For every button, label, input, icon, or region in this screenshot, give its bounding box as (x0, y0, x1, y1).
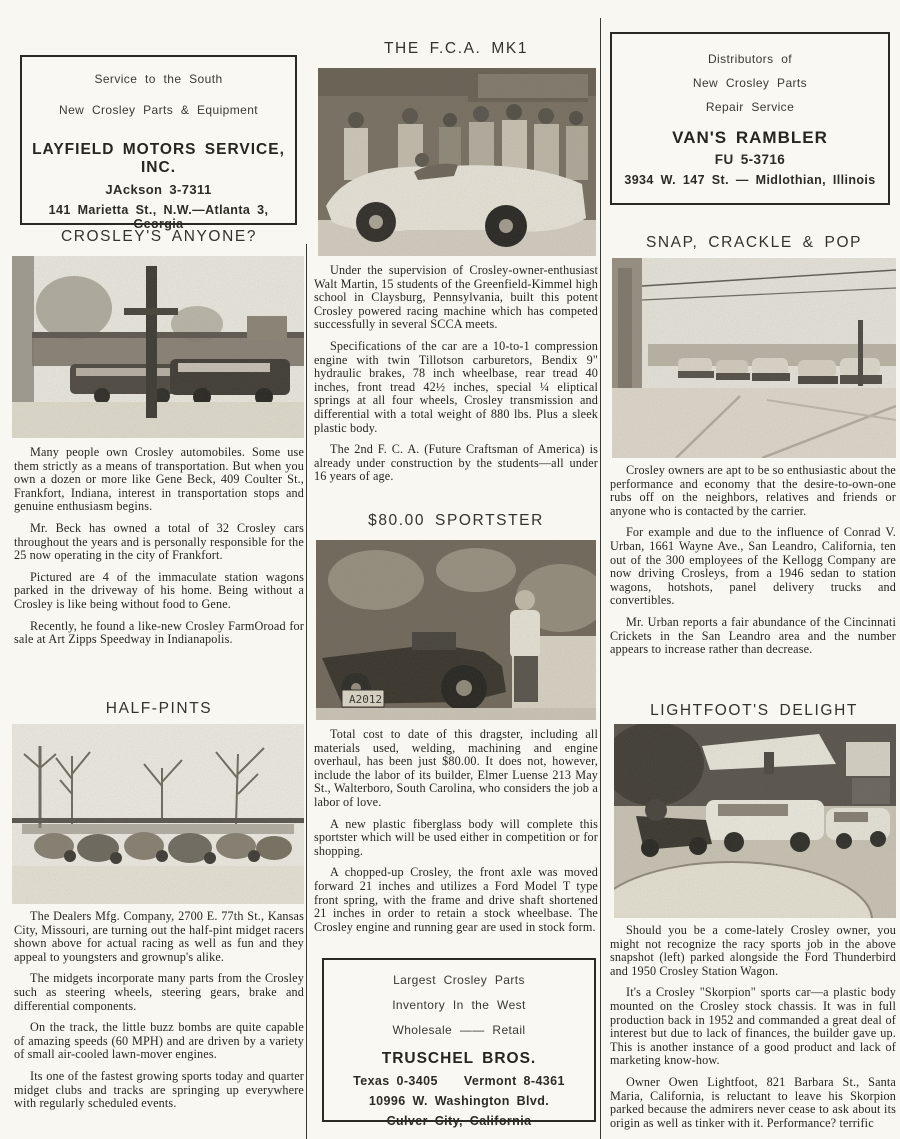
paragraph: Under the supervision of Crosley-owner-enthusiast Walt Martin, 15 students of the Greenfield-Kimmel high school in Claysburg, Pennsylvania, built this potent Crosley powered racing machine which has competed successfully in several SCCA meets. (314, 263, 598, 332)
paragraph: A new plastic fiberglass body will complete this sportster which will be used either in competition or for shopping. (314, 816, 598, 858)
ad-line: Wholesale —— Retail (392, 1023, 526, 1037)
advertiser-name: VAN'S RAMBLER (672, 128, 828, 147)
snap-crackle-headline: SNAP, CRACKLE & POP (645, 234, 863, 251)
paragraph: Crosley owners are apt to be so enthusiastic about the performance and economy that the desire-to-own-one rubs off on the neighbors, relatives and friends or anyone who is contacted by the carrier. (610, 463, 896, 518)
half-pints-headline: HALF-PINTS (105, 700, 213, 717)
paragraph: Owner Owen Lightfoot, 821 Barbara St., Santa Maria, California, is reluctant to leave his Skorpion parked because the admirers never cease to ask about its origin as well as tinker with it. Performance? terrific (610, 1074, 896, 1130)
ad-line: Distributors of (707, 52, 793, 66)
paragraph: Its one of the fastest growing sports today and quarter midget clubs and tracks are springing up everywhere with regularly scheduled events. (14, 1068, 304, 1111)
paragraph: It's a Crosley "Skorpion" sports car—a plastic body mounted on the Crosley stock chassis. It was in full production back in 1952 and commanded a great deal of interest but due to lack of finances, the builder gave up. This is another instance of a good product and lack of marketing know-how. (610, 985, 896, 1068)
ad-line: Largest Crosley Parts (393, 973, 525, 987)
snap-crackle-photo (612, 258, 896, 458)
snap-crackle-article (610, 464, 896, 665)
ad-address: 3934 W. 147 St. — Midlothian, Illinois (624, 173, 876, 187)
advertiser-name: LAYFIELD MOTORS SERVICE, INC. (32, 141, 285, 176)
paragraph: Should you be a come-lately Crosley owner, you might not recognize the racy sports job in the above snapshot (left) parked alongside the Ford Thunderbird and 1950 Crosley Station Wagon. (610, 923, 896, 978)
vans-rambler-ad (610, 32, 890, 205)
crosleys-anyone-headline: CROSLEY'S ANYONE? (60, 228, 258, 245)
fca-photo (318, 68, 596, 256)
ad-phone: Vermont 8-4361 (463, 1074, 565, 1088)
ad-address: Culver City, California (386, 1114, 532, 1128)
ad-line: Repair Service (705, 100, 795, 114)
sportster-headline: $80.00 SPORTSTER (368, 512, 544, 529)
lightfoot-article (610, 924, 896, 1138)
license-plate-text: A2012 (349, 693, 383, 706)
ad-phone: JAckson 3-7311 (105, 182, 212, 197)
paragraph: A chopped-up Crosley, the front axle was moved forward 21 inches and utilizes a Ford Model T type front spring, with the frame and drive shaft shortened 21 inches in order to retain a stock wheelbase. The Crosley engine and running gear are used in stock form. (314, 865, 598, 934)
sportster-photo (316, 540, 596, 720)
crosleys-anyone-photo (12, 256, 304, 438)
crosleys-anyone-article (14, 446, 304, 655)
paragraph: Recently, he found a like-new Crosley FarmOroad for sale at Art Zipps Speedway in Indianapolis. (14, 618, 304, 647)
advertiser-name: TRUSCHEL BROS. (381, 1050, 537, 1067)
paragraph: The Dealers Mfg. Company, 2700 E. 77th St., Kansas City, Missouri, are turning out the half-pint midget racers shown above for actual racing as well as fun and they appeal to youngsters and grownup's alike. (14, 909, 304, 964)
ad-line: New Crosley Parts (692, 76, 808, 90)
half-pints-photo (12, 724, 304, 904)
paragraph: The 2nd F. C. A. (Future Craftsman of America) is already under construction by the students—all under 16 years of age. (314, 442, 598, 484)
paragraph: Pictured are 4 of the immaculate station wagons parked in the driveway of his home. Being without a Crosley is like being without food to Gene. (14, 569, 304, 611)
ad-line: Inventory In the West (392, 998, 526, 1012)
paragraph: Specifications of the car are a 10-to-1 compression engine with twin Tillotson carburetors, Bendix 9" hydraulic brakes, 78 inch wheelbase, rear tread 40 inches, front tread 42½ inches, special ¼ eliptical springs at all four wheels, Crosley transmission and differential with a total weight of 880 lbs. Plus a sleek plastic body. (314, 338, 598, 435)
ad-address: 10996 W. Washington Blvd. (368, 1094, 550, 1108)
fca-headline: THE F.C.A. MK1 (383, 40, 529, 57)
paragraph: Many people own Crosley automobiles. Some use them strictly as a means of transportation. But when you own a dozen or more like Gene Beck, 409 Coulter St., Frankfort, Indiana, interest in transportation stops and genuine enthusiasm begins. (14, 445, 304, 514)
ad-phone: Texas 0-3405 (353, 1074, 438, 1088)
ad-address: 141 Marietta St., N.W.—Atlanta 3, Georgia (48, 203, 269, 231)
ad-phone: FU 5-3716 (714, 152, 786, 167)
lightfoot-photo (614, 724, 896, 918)
truschel-bros-ad (322, 958, 596, 1128)
paragraph: The midgets incorporate many parts from the Crosley such as steering wheels, steering gears, brake and differential components. (14, 971, 304, 1013)
fca-article (314, 264, 598, 492)
sportster-article (314, 728, 598, 942)
paragraph: On the track, the little buzz bombs are quite capable of amazing speeds (60 MPH) and are driven by a variety of small air-cooled lawn-mover engines. (14, 1020, 304, 1062)
half-pints-article (14, 910, 304, 1119)
paragraph: For example and due to the influence of Conrad V. Urban, 1661 Wayne Ave., San Leandro, California, ten out of the 300 employees of the Kellogg Company are now driving Crosleys, from a 1946 sedan to station wagons, hotshots, panel delivery trucks and convertibles. (610, 525, 896, 608)
ad-line: Service to the South (94, 72, 223, 86)
lightfoot-headline: LIGHTFOOT'S DELIGHT (650, 702, 858, 719)
column-divider-right (600, 18, 601, 1139)
paragraph: Mr. Urban reports a fair abundance of the Cincinnati Crickets in the San Leandro area and the number appears to increase rather than decrease. (610, 614, 896, 657)
paragraph: Mr. Beck has owned a total of 32 Crosley cars throughout the years and is personally responsible for the 25 now operating in the city of Frankfort. (14, 520, 304, 563)
paragraph: Total cost to date of this dragster, including all materials used, welding, machining and engine overhaul, has been just $80.00. It does not, however, include the labor of its builder, Elmer Luense 213 May St., Walterboro, South Carolina, who considers the job a labor of love. (314, 727, 598, 809)
ad-line: New Crosley Parts & Equipment (59, 103, 258, 117)
layfield-motors-ad (20, 55, 297, 231)
column-divider-left (306, 244, 307, 1139)
